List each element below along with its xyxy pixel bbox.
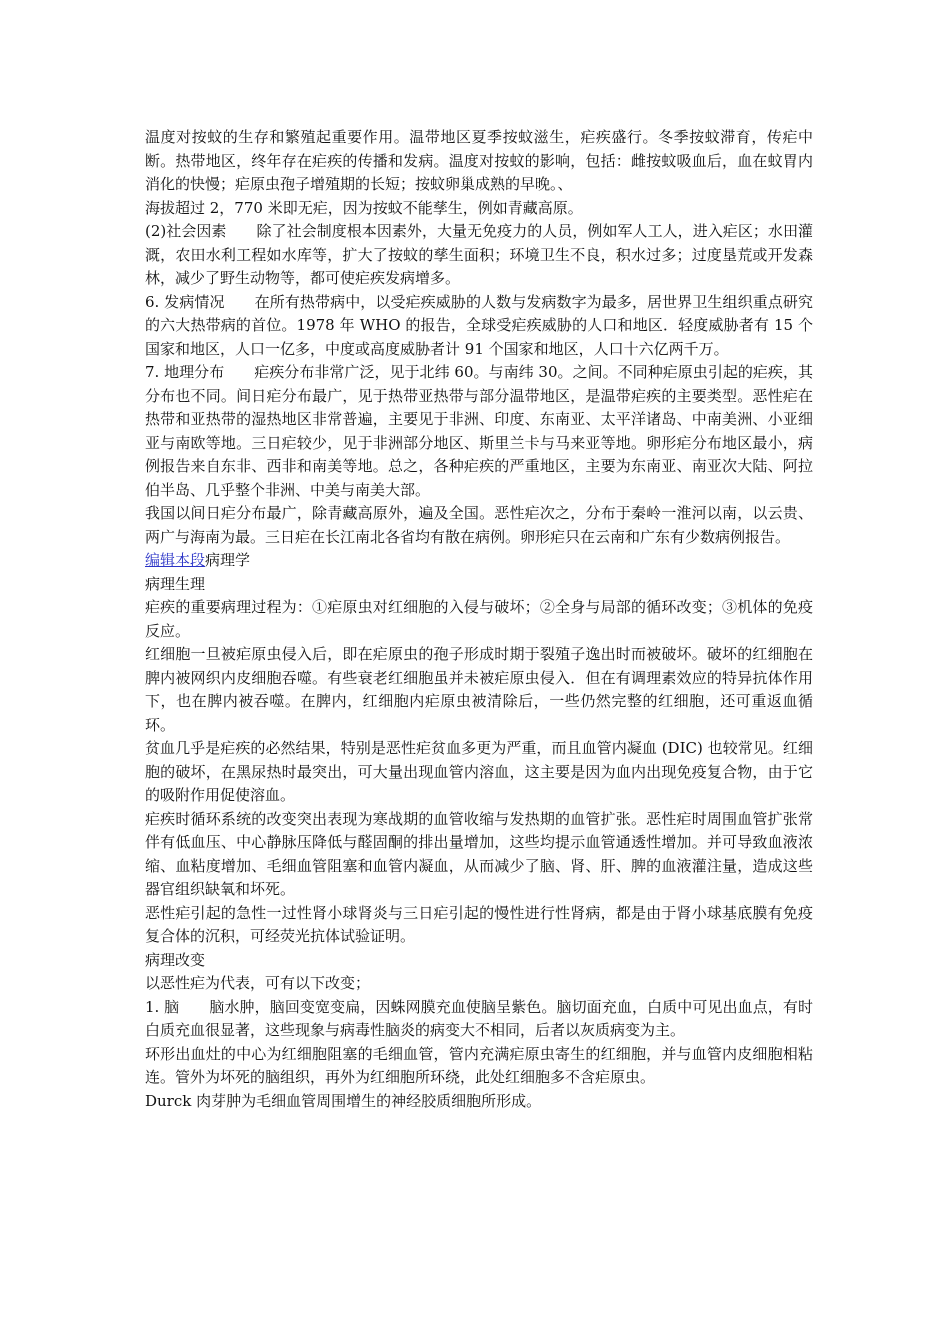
paragraph-circulation: 疟疾时循环系统的改变突出表现为寒战期的血管收缩与发热期的血管扩张。恶性疟时周围血管扩张常伴有低血压、中心静脉压降低与醛固酮的排出量增加，这些均提示血管通透性增加。并可导致血液浓缩、血粘度增加、毛细血管阻塞和血管内凝血，从而减少了脑、肾、肝、脾的血液灌注量，造成这些器官组织缺氧和坏死。: [145, 809, 813, 898]
paragraph-nephritis: 恶性疟引起的急性一过性肾小球肾炎与三日疟引起的慢性进行性肾病，都是由于肾小球基底膜有免疫复合体的沉积，可经荧光抗体试验证明。: [145, 903, 813, 945]
incidence-label: 6. 发病情况: [145, 292, 225, 311]
paragraph-temperature: 温度对按蚊的生存和繁殖起重要作用。温带地区夏季按蚊滋生，疟疾盛行。冬季按蚊滞育，传疟中断。热带地区，终年存在疟疾的传播和发病。温度对按蚊的影响，包括：雌按蚊吸血后，血在蚊胃内消化的快慢；疟原虫孢子增殖期的长短；按蚊卵巢成熟的早晚。、: [145, 128, 813, 193]
paragraph-geography: [145, 361, 813, 502]
document-body: [145, 126, 813, 1113]
subheading-pathology-changes: 病理改变: [145, 950, 206, 969]
paragraph-falciparum-intro: 以恶性疟为代表，可有以下改变；: [145, 974, 371, 992]
edit-section-link[interactable]: 编辑本段: [145, 551, 206, 569]
paragraph-altitude: 海拔超过 2，770 米即无疟，因为按蚊不能孳生，例如青藏高原。: [145, 198, 583, 217]
brain-label: 1. 脑: [145, 997, 180, 1016]
social-factors-text: 除了社会制度根本因素外，大量无免疫力的人员，例如军人工人，进入疟区；水田灌溉，农田水利工程如水库等，扩大了按蚊的孳生面积；环境卫生不良，积水过多；过度垦荒或开发森林，减少了野生动物等，都可使疟疾发病增多。: [145, 222, 814, 287]
paragraph-durck-granuloma: Durck 肉芽肿为毛细血管周围增生的神经胶质细胞所形成。: [145, 1091, 542, 1110]
paragraph-china-distribution: 我国以间日疟分布最广，除青藏高原外，遍及全国。恶性疟次之，分布于秦岭一淮河以南，以云贵、两广与海南为最。三日疟在长江南北各省均有散在病例。卵形疟只在云南和广东有少数病例报告。: [145, 504, 813, 546]
subheading-pathophysiology: 病理生理: [145, 574, 206, 593]
section-heading: [145, 549, 813, 573]
brain-text: 脑水肿，脑回变宽变扁，因蛛网膜充血使脑呈紫色。脑切面充血，白质中可见出血点，有时白质充血很显著，这些现象与病毒性脑炎的病变大不相同，后者以灰质病变为主。: [145, 997, 813, 1039]
paragraph-red-cells: 红细胞一旦被疟原虫侵入后，即在疟原虫的孢子形成时期于裂殖子逸出时而被破坏。破坏的红细胞在脾内被网织内皮细胞吞噬。有些衰老红细胞虽并未被疟原虫侵入．但在有调理素效应的特异抗体作用下，也在脾内被吞噬。在脾内，红细胞内疟原虫被清除后，一些仍然完整的红细胞，还可重返血循环。: [145, 645, 813, 734]
paragraph-pathology-process: 疟疾的重要病理过程为：①疟原虫对红细胞的入侵与破坏；②全身与局部的循环改变；③机体的免疫反应。: [145, 598, 813, 640]
paragraph-social-factors: [145, 220, 813, 291]
social-factors-label: (2)社会因素: [145, 222, 227, 240]
paragraph-ring-hemorrhage: 环形出血灶的中心为红细胞阻塞的毛细血管，管内充满疟原虫寄生的红细胞，并与血管内皮细胞相粘连。管外为坏死的脑组织，再外为红细胞所环绕，此处红细胞多不含疟原虫。: [145, 1044, 813, 1086]
incidence-text: 在所有热带病中，以受疟疾威胁的人数与发病数字为最多，居世界卫生组织重点研究的六大热带病的首位。1978 年 WHO 的报告，全球受疟疾威胁的人口和地区．轻度威胁者有 15 个国家和地区，人口一亿多，中度或高度威胁者计 91 个国家和地区，人口十六亿两千万。: [145, 292, 813, 358]
section-title: 病理学: [205, 551, 251, 569]
geography-text: 疟疾分布非常广泛，见于北纬 60。与南纬 30。之间。不同种疟原虫引起的疟疾，其分布也不同。间日疟分布最广，见于热带亚热带与部分温带地区，是温带疟疾的主要类型。恶性疟在热带和亚热带的湿热地区非常普遍，主要见于非洲、印度、东南亚、太平洋诸岛、中南美洲、小亚细亚与南欧等地。三日疟较少，见于非洲部分地区、斯里兰卡与马来亚等地。卵形疟分布地区最小，病例报告来自东非、西非和南美等地。总之，各种疟疾的严重地区，主要为东南亚、南亚次大陆、阿拉伯半岛、几乎整个非洲、中美与南美大部。: [145, 363, 813, 499]
paragraph-incidence: [145, 291, 813, 362]
geography-label: 7. 地理分布: [145, 363, 225, 381]
paragraph-brain: [145, 996, 813, 1043]
paragraph-anemia: 贫血几乎是疟疾的必然结果，特别是恶性疟贫血多更为严重，而且血管内凝血 (DIC) 也较常见。红细胞的破坏，在黑尿热时最突出，可大量出现血管内溶血，这主要是因为血内出现免疫复合物，由于它的吸附作用促使溶血。: [145, 739, 813, 804]
